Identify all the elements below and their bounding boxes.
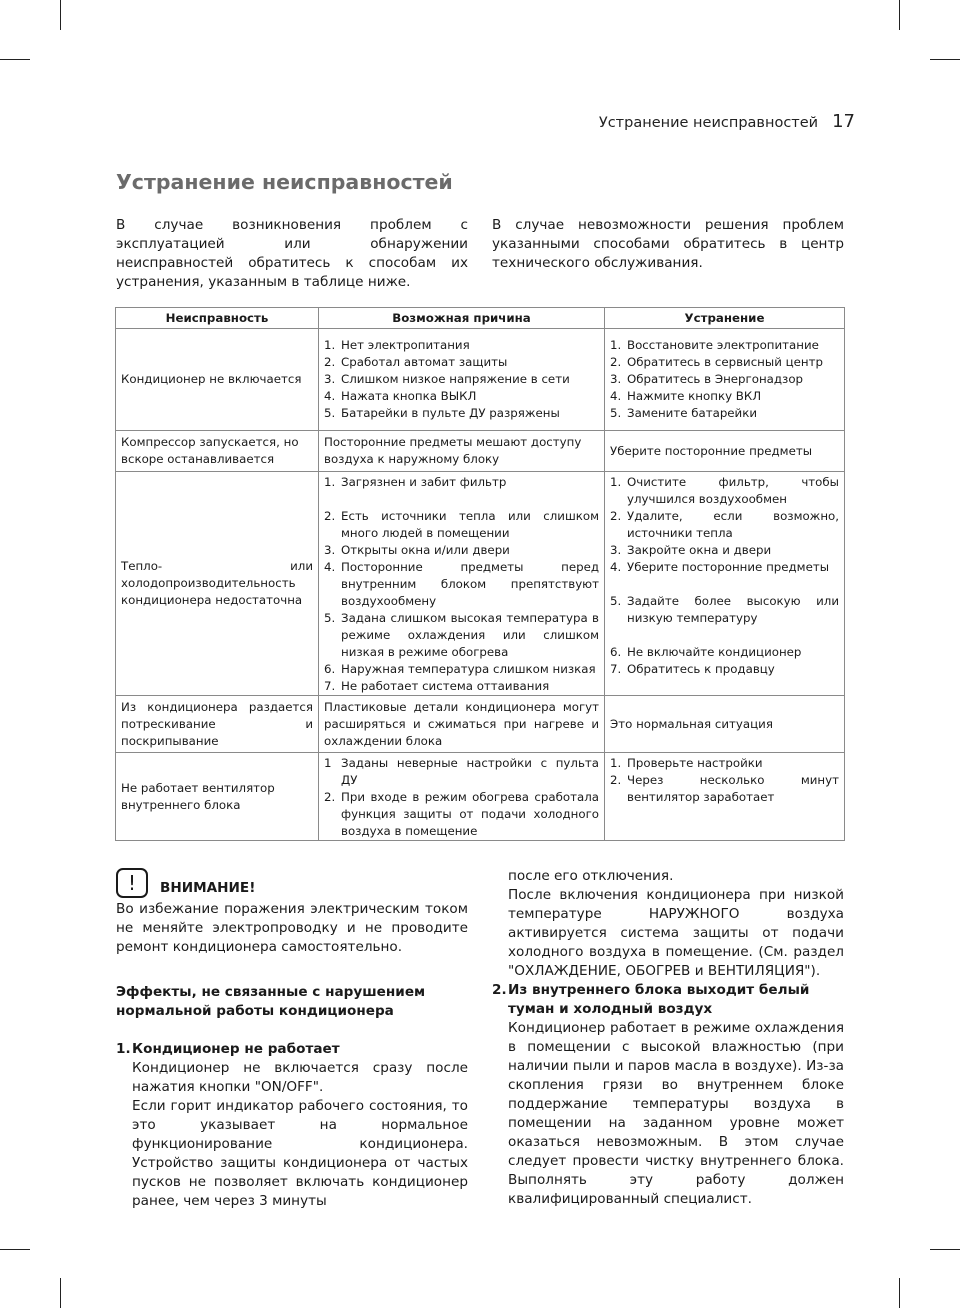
causes-cell [319, 329, 605, 431]
table-row [116, 472, 845, 696]
list-item: 1. Проверьте настройки [610, 756, 763, 770]
warning-head [116, 862, 468, 898]
header-cause: Возможная причина [319, 308, 605, 329]
table-row [116, 431, 845, 472]
crop-mark [930, 59, 960, 60]
troubleshooting-table [115, 307, 845, 841]
page-number: 17 [832, 111, 855, 132]
list-item: 5. Задайте более высокую или низкую температуру [610, 594, 839, 625]
exclamation-icon: ! [116, 868, 148, 898]
remedies-list [610, 474, 839, 678]
right-column [492, 867, 844, 1209]
list-item: 4. Нажмите кнопку ВКЛ [610, 389, 762, 403]
list-item: 2. При входе в режим обогрева сработала функция защиты от подачи холодного воздуха в помещение [324, 790, 599, 838]
list-item: 2. Обратитесь в сервисный центр [610, 355, 823, 369]
paragraph: Если горит индикатор рабочего состояния, то это указывает на нормальное функционирование кондиционера. Устройство защиты кондиционера от частых пусков не позволяет включать кондиционер ранее, чем через 3 минуты [132, 1098, 468, 1209]
causes-cell [319, 472, 605, 696]
list-item: 6. Не включайте кондиционер [610, 645, 802, 659]
crop-mark [899, 0, 900, 30]
remedies-cell [605, 329, 845, 431]
paragraph: Кондиционер работает в режиме охлаждения в помещении с высокой влажностью (при наличии пыли и паров масла в воздухе). Из-за скопления грязи во внутреннем блоке поддержание температуры воздуха в помещении на заданном уровне может оказаться невозможным. В этом случае следует провести чистку внутреннего блока. Выполнять эту работу должен квалифицированный специалист. [508, 1020, 844, 1207]
effect-item-body [132, 1059, 468, 1211]
effects-heading: Эффекты, не связанные с нарушением нормальной работы кондиционера [116, 984, 426, 1019]
remedies-list [610, 755, 839, 806]
remedies-cell [605, 753, 845, 841]
causes-cell [319, 753, 605, 841]
list-item: 3. Открыты окна и/или двери [324, 543, 510, 557]
list-item: 1. Очистите фильтр, чтобы улучшился воздухообмен [610, 475, 839, 506]
list-item: 1. Загрязнен и забит фильтр [324, 475, 507, 489]
crop-mark [0, 59, 30, 60]
causes-list [324, 474, 599, 695]
list-item: 2. Через несколько минут вентилятор заработает [610, 773, 839, 804]
list-item: 4. Нажата кнопка ВЫКЛ [324, 389, 477, 403]
cause-cell: Посторонние предметы мешают доступу воздуха к наружному блоку [319, 431, 605, 472]
list-item: 5. Задана слишком высокая температура в режиме охлаждения или слишком низкая в режиме обогрева [324, 611, 599, 659]
list-item: 2. Удалите, если возможно, источники тепла [610, 509, 839, 540]
causes-list [324, 337, 599, 422]
list-item: 1. Нет электропитания [324, 338, 470, 352]
paragraph: после его отключения. [508, 868, 674, 884]
list-item: 6. Наружная температура слишком низкая [324, 662, 596, 676]
table-row [116, 753, 845, 841]
list-item: 2. Сработал автомат защиты [324, 355, 508, 369]
crop-mark [930, 1249, 960, 1250]
header-remedy: Устранение [605, 308, 845, 329]
list-item: 7. Обратитесь к продавцу [610, 662, 775, 676]
page-title: Устранение неисправностей [116, 170, 453, 194]
warning-text: Во избежание поражения электрическим током не меняйте электропроводку и не проводите ремонт кондиционера самостоятельно. [116, 901, 468, 955]
list-item: 4. Посторонние предметы перед внутренним блоком препятствуют воздухообмену [324, 560, 599, 608]
running-header-section: Устранение неисправностей [598, 115, 819, 131]
remedies-cell [605, 472, 845, 696]
list-item: 3. Закройте окна и двери [610, 543, 772, 557]
remedy-cell: Это нормальная ситуация [605, 696, 845, 753]
list-item: 1 Заданы неверные настройки с пульта ДУ [324, 756, 599, 787]
table-header-row [116, 308, 845, 329]
running-header [599, 111, 855, 132]
crop-mark [60, 0, 61, 30]
list-item: 4. Уберите посторонние предметы [610, 560, 830, 574]
warning-title: ВНИМАНИЕ! [160, 880, 256, 896]
table-row [116, 329, 845, 431]
fault-cell: Кондиционер не включается [116, 329, 319, 431]
warning-box [116, 862, 468, 957]
cause-cell: Пластиковые детали кондиционера могут расширяться и сжиматься при нагреве и охлаждении блока [319, 696, 605, 753]
fault-cell: Из кондиционера раздается потрескивание и поскрипывание [116, 696, 319, 753]
fault-cell: Тепло- или холодопроизводительность кондиционера недостаточна [116, 472, 319, 696]
list-item: 7. Не работает система оттаивания [324, 679, 550, 693]
list-item: 3. Обратитесь в Энергонадзор [610, 372, 804, 386]
remedy-cell: Уберите посторонние предметы [605, 431, 845, 472]
list-item: 2. Есть источники тепла или слишком много людей в помещении [324, 509, 599, 540]
paragraph: После включения кондиционера при низкой температуре НАРУЖНОГО воздуха активируется система защиты от подачи холодного воздуха в помещение. (См. раздел "ОХЛАЖДЕНИЕ, ОБОГРЕВ и ВЕНТИЛЯЦИЯ"). [508, 887, 844, 979]
fault-cell: Компрессор запускается, но вскоре останавливается [116, 431, 319, 472]
causes-list [324, 755, 599, 840]
effect-item-title: 2. Из внутреннего блока выходит белый туман и холодный воздух [492, 982, 810, 1017]
crop-mark [899, 1278, 900, 1308]
list-item: 3. Слишком низкое напряжение в сети [324, 372, 570, 386]
table-row [116, 696, 845, 753]
effect-item-title: 1. Кондиционер не работает [116, 1041, 340, 1057]
list-item: 1. Восстановите электропитание [610, 338, 819, 352]
effect-item-2 [492, 981, 844, 1209]
crop-mark [60, 1278, 61, 1308]
intro-left: В случае возникновения проблем с эксплуатацией или обнаружении неисправностей обратитесь к способам их устранения, указанным в таблице ниже. [116, 217, 468, 290]
list-item: 5. Батарейки в пульте ДУ разряжены [324, 406, 560, 420]
fault-cell: Не работает вентилятор внутреннего блока [116, 753, 319, 841]
paragraph: Кондиционер не включается сразу после нажатия кнопки "ON/OFF". [132, 1060, 468, 1095]
crop-mark [0, 1249, 30, 1250]
list-item: 5. Замените батарейки [610, 406, 758, 420]
remedies-list [610, 337, 839, 422]
intro-right: В случае невозможности решения проблем указанными способами обратитесь в центр технического обслуживания. [492, 217, 844, 271]
header-fault: Неисправность [116, 308, 319, 329]
effect-item-1 [116, 1040, 468, 1211]
